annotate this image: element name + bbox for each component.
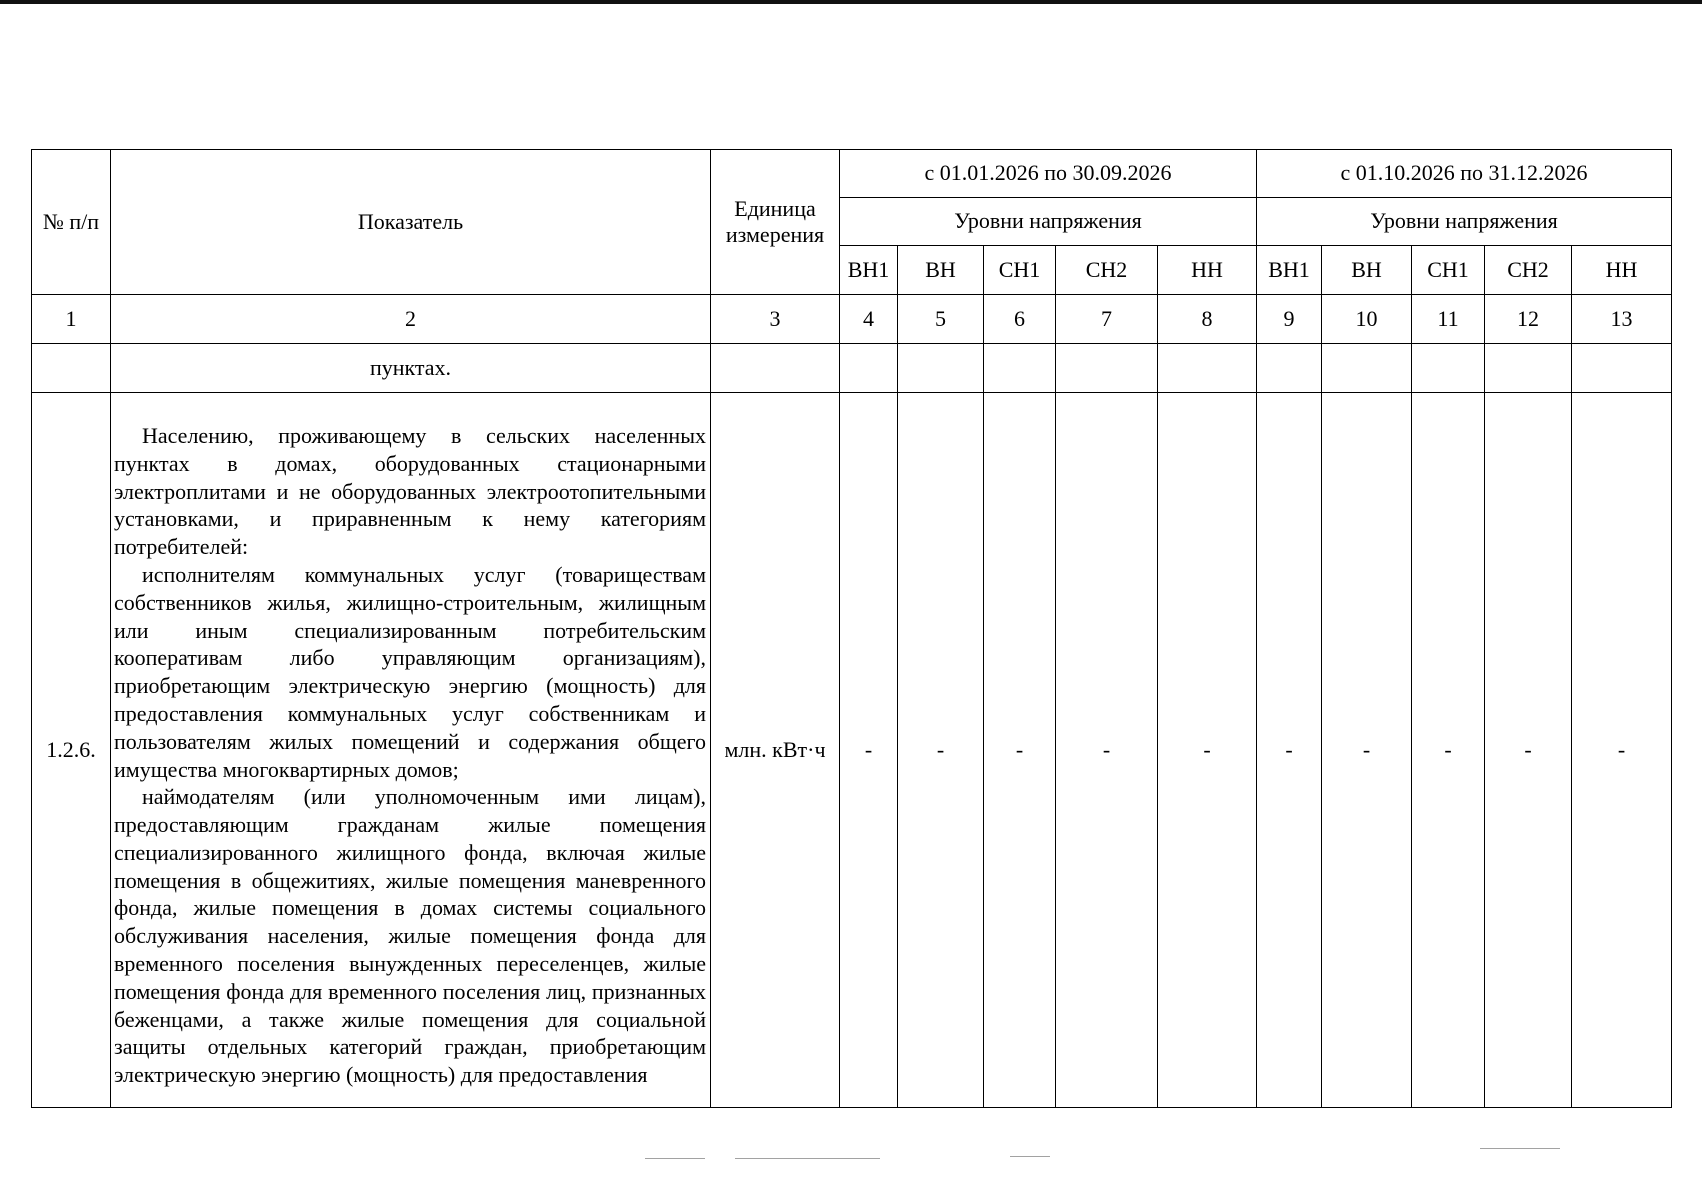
header-num: № п/п [32,150,111,295]
row-unit: млн. кВт·ч [711,393,840,1108]
column-number: 2 [111,295,711,344]
empty-cell [1412,344,1485,393]
empty-cell [1322,344,1412,393]
column-number: 11 [1412,295,1485,344]
header-period-2: с 01.10.2026 по 31.12.2026 [1257,150,1672,198]
column-number: 10 [1322,295,1412,344]
tariff-table [31,149,1672,1108]
indicator-paragraph: Населению, проживающему в сельских населенных пунктах в домах, оборудованных стационарными электроплитами и не оборудованных электроотопительными установками, и приравненным к нему категориям потребителей: [114,422,706,560]
header-voltage-levels-2: Уровни напряжения [1257,198,1672,246]
indicator-paragraph: наймодателям (или уполномоченным ими лицам), предоставляющим гражданам жилые помещения специализированного жилищного фонда, включая жилые помещения в общежитиях, жилые помещения маневренного фонда, жилые помещения в домах системы социального обслуживания населения, жилые помещения фонда для временного поселения вынужденных переселенцев, жилые помещения фонда для временного поселения лиц, признанных беженцами, а также жилые помещения для социальной защиты отдельных категорий граждан, приобретающим электрическую энергию (мощность) для предоставления [114,784,706,1088]
value-cell: - [898,393,984,1108]
column-number: 4 [840,295,898,344]
value-cell: - [984,393,1056,1108]
scan-artifact [1010,1156,1050,1157]
empty-cell [1485,344,1572,393]
header-level-sn2: СН2 [1485,246,1572,295]
indicator-text [111,411,710,1089]
indicator-paragraph: исполнителям коммунальных услуг (товариществам собственников жилья, жилищно-строительным, жилищным или иным специализированным потребительским кооперативам либо управляющим организациям), приобретающим электрическую энергию (мощность) для предоставления коммунальных услуг собственникам и пользователям жилых помещений и содержания общего имущества многоквартирных домов; [114,561,706,782]
scan-top-edge [0,0,1702,4]
table-row-continuation [32,344,1672,393]
header-level-vn1: ВН1 [1257,246,1322,295]
column-number: 9 [1257,295,1322,344]
value-cell: - [1412,393,1485,1108]
header-indicator: Показатель [111,150,711,295]
empty-cell [711,344,840,393]
header-level-nn: НН [1572,246,1672,295]
header-level-vn: ВН [898,246,984,295]
column-number: 8 [1158,295,1257,344]
scan-artifact [645,1158,705,1159]
scan-artifact [735,1158,880,1159]
value-cell: - [1485,393,1572,1108]
value-cell: - [840,393,898,1108]
empty-cell [1158,344,1257,393]
value-cell: - [1257,393,1322,1108]
column-number: 7 [1056,295,1158,344]
empty-cell [1056,344,1158,393]
value-cell: - [1158,393,1257,1108]
value-cell: - [1572,393,1672,1108]
continuation-text: пунктах. [111,344,711,393]
empty-cell [1257,344,1322,393]
empty-cell [32,344,111,393]
empty-cell [898,344,984,393]
header-level-sn2: СН2 [1056,246,1158,295]
header-level-sn1: СН1 [984,246,1056,295]
header-level-vn: ВН [1322,246,1412,295]
header-period-1: с 01.01.2026 по 30.09.2026 [840,150,1257,198]
column-number: 5 [898,295,984,344]
header-level-vn1: ВН1 [840,246,898,295]
column-number: 6 [984,295,1056,344]
empty-cell [984,344,1056,393]
header-unit: Единица измерения [711,150,840,295]
header-level-nn: НН [1158,246,1257,295]
scan-artifact [1480,1148,1560,1149]
header-voltage-levels-1: Уровни напряжения [840,198,1257,246]
table-row-1-2-6 [32,393,1672,1108]
header-level-sn1: СН1 [1412,246,1485,295]
column-number: 12 [1485,295,1572,344]
value-cell: - [1322,393,1412,1108]
empty-cell [1572,344,1672,393]
column-number: 1 [32,295,111,344]
value-cell: - [1056,393,1158,1108]
column-number: 3 [711,295,840,344]
row-indicator-cell [111,393,711,1108]
row-number: 1.2.6. [32,393,111,1108]
empty-cell [840,344,898,393]
column-number: 13 [1572,295,1672,344]
